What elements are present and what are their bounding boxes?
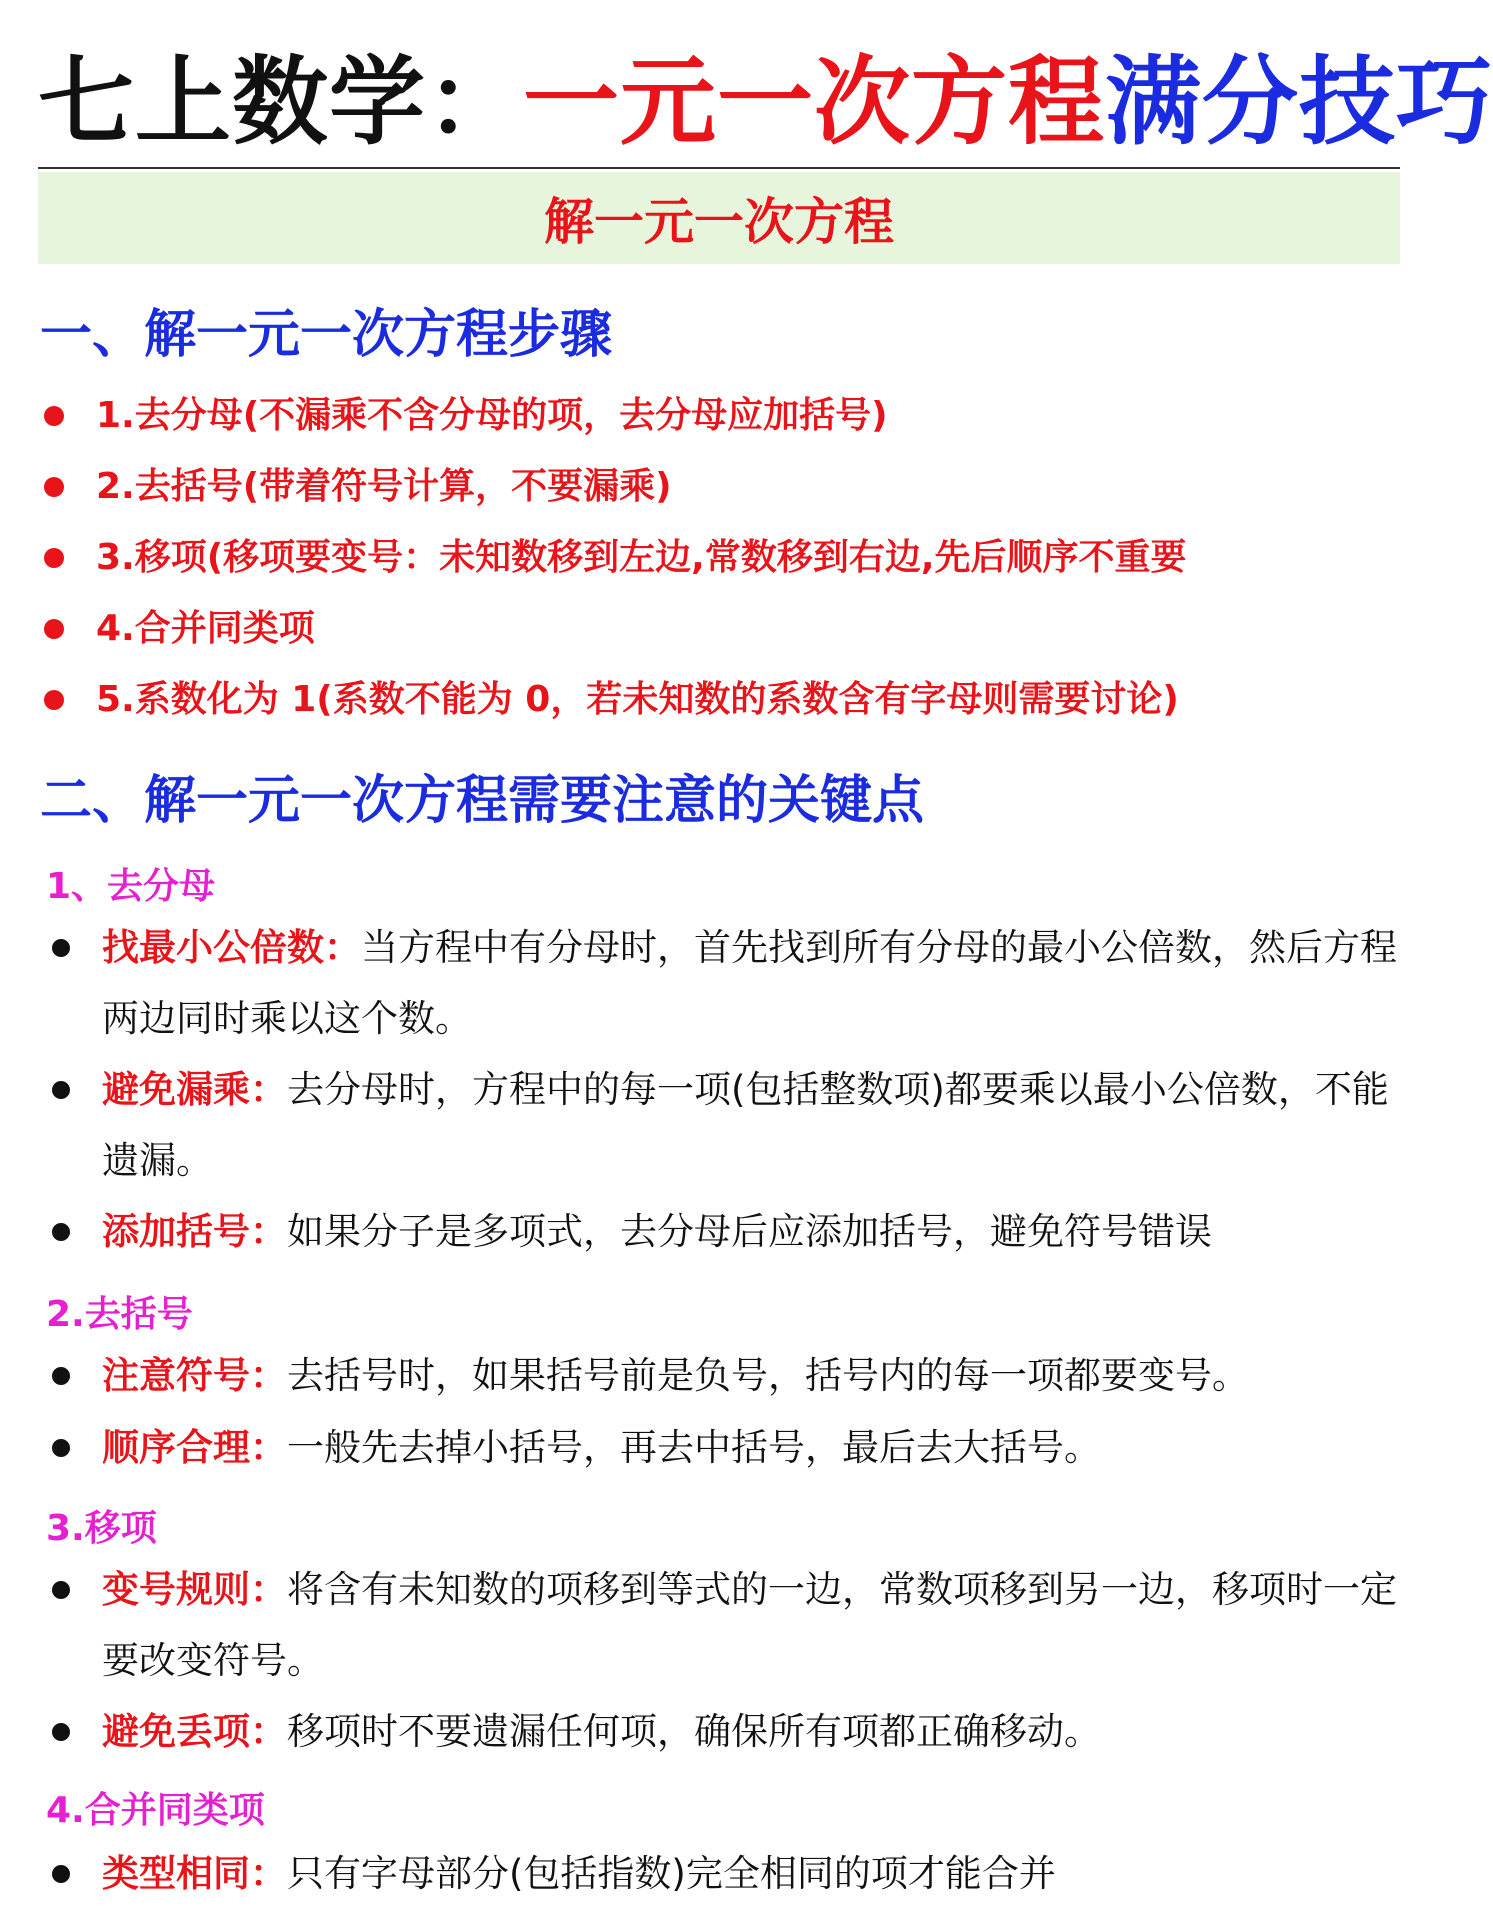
- section-heading-steps: 一、解一元一次方程步骤: [40, 305, 613, 365]
- key-point-keyword: 变号规则：: [102, 1568, 287, 1611]
- subsection-title: 4.合并同类项: [46, 1790, 265, 1831]
- key-point-keyword: 添加括号：: [102, 1210, 287, 1253]
- title-part-red: 一元一次方程: [523, 46, 1105, 158]
- step-item: [40, 664, 1400, 735]
- subtitle-band: [38, 172, 1400, 264]
- red-bullet-icon: [44, 406, 64, 426]
- subsection-title: 2.去括号: [46, 1294, 193, 1335]
- bullet-icon: [52, 939, 70, 957]
- subtitle: 解一元一次方程: [544, 193, 894, 251]
- step-item: [40, 522, 1400, 593]
- step-item: [40, 593, 1400, 664]
- step-item: [40, 380, 1400, 451]
- key-point-keyword: 顺序合理：: [102, 1426, 287, 1469]
- title-part-blue: 满分技巧: [1105, 46, 1493, 158]
- key-point-text: 一般先去掉小括号，再去中括号，最后去大括号。: [287, 1426, 1101, 1469]
- key-point: [48, 1340, 1400, 1411]
- key-point: [48, 912, 1400, 1054]
- step-text: 1.去分母(不漏乘不含分母的项，去分母应加括号): [96, 395, 888, 436]
- key-point-text: 移项时不要遗漏任何项，确保所有项都正确移动。: [287, 1710, 1101, 1753]
- title-divider: [38, 167, 1400, 169]
- key-point: [48, 1196, 1400, 1267]
- steps-list: [40, 380, 1400, 735]
- step-text: 5.系数化为 1(系数不能为 0，若未知数的系数含有字母则需要讨论): [96, 679, 1179, 720]
- subsection-title: 1、去分母: [46, 866, 216, 907]
- key-point-text: 如果分子是多项式，去分母后应添加括号，避免符号错误: [287, 1210, 1212, 1253]
- key-point-keyword: 避免漏乘：: [102, 1068, 287, 1111]
- key-point-text: 去分母时，方程中的每一项(包括整数项)都要乘以最小公倍数，不能遗漏。: [102, 1068, 1389, 1182]
- key-point: [48, 1054, 1400, 1196]
- red-bullet-icon: [44, 690, 64, 710]
- step-text: 3.移项(移项要变号：未知数移到左边,常数移到右边,先后顺序不重要: [96, 537, 1187, 578]
- key-point-keyword: 避免丢项：: [102, 1710, 287, 1753]
- bullet-icon: [52, 1223, 70, 1241]
- bullet-icon: [52, 1439, 70, 1457]
- key-point: [48, 1696, 1400, 1767]
- step-text: 4.合并同类项: [96, 608, 315, 649]
- key-point-keyword: 注意符号：: [102, 1354, 287, 1397]
- bullet-icon: [52, 1367, 70, 1385]
- key-point-text: 将含有未知数的项移到等式的一边，常数项移到另一边，移项时一定要改变符号。: [102, 1568, 1397, 1682]
- key-point: [48, 1412, 1400, 1483]
- red-bullet-icon: [44, 619, 64, 639]
- page-title: [38, 42, 1493, 162]
- key-point: [48, 1554, 1400, 1696]
- red-bullet-icon: [44, 548, 64, 568]
- section-heading-key-points: 二、解一元一次方程需要注意的关键点: [40, 771, 925, 831]
- key-point-text: 只有字母部分(包括指数)完全相同的项才能合并: [287, 1852, 1056, 1895]
- bullet-icon: [52, 1865, 70, 1883]
- key-point-text: 去括号时，如果括号前是负号，括号内的每一项都要变号。: [287, 1354, 1249, 1397]
- step-text: 2.去括号(带着符号计算，不要漏乘): [96, 466, 672, 507]
- bullet-icon: [52, 1081, 70, 1099]
- key-point-keyword: 找最小公倍数：: [102, 926, 361, 969]
- key-point-keyword: 类型相同：: [102, 1852, 287, 1895]
- red-bullet-icon: [44, 477, 64, 497]
- key-point-text: 当方程中有分母时，首先找到所有分母的最小公倍数，然后方程两边同时乘以这个数。: [102, 926, 1397, 1040]
- bullet-icon: [52, 1581, 70, 1599]
- subsection-title: 3.移项: [46, 1508, 157, 1549]
- title-part-black: 七上数学：: [38, 46, 523, 158]
- bullet-icon: [52, 1723, 70, 1741]
- step-item: [40, 451, 1400, 522]
- key-point: [48, 1838, 1400, 1909]
